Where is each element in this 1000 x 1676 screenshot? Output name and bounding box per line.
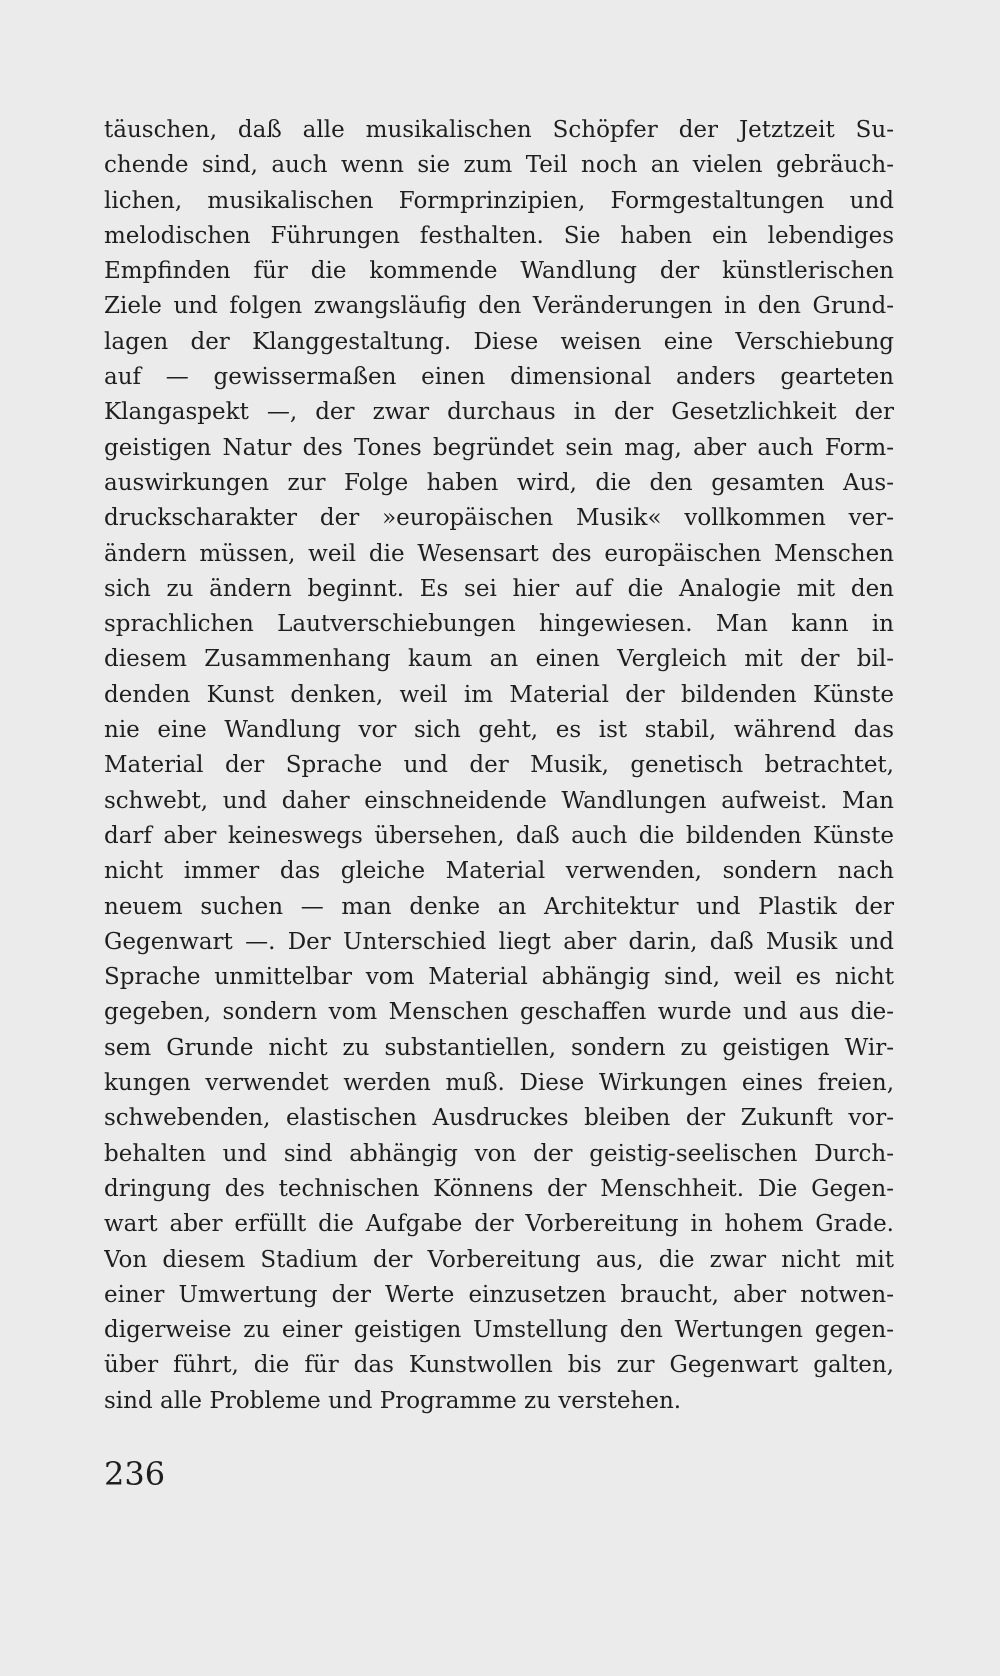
text-line: nie eine Wandlung vor sich geht, es ist stabil, während das (104, 717, 894, 744)
text-line: lagen der Klanggestaltung. Diese weisen eine Verschiebung (104, 328, 894, 355)
text-line: sind alle Probleme und Programme zu verstehen. (104, 1387, 682, 1414)
text-line: Klangaspekt —, der zwar durchaus in der Gesetzlichkeit der (104, 399, 894, 426)
text-line: schwebenden, elastischen Ausdruckes bleiben der Zukunft vor- (104, 1105, 894, 1132)
text-line: darf aber keineswegs übersehen, daß auch die bildenden Künste (104, 822, 894, 849)
text-line: Empfinden für die kommende Wandlung der künstlerischen (104, 258, 894, 285)
text-line: nicht immer das gleiche Material verwenden, sondern nach (104, 858, 894, 885)
text-line: wart aber erfüllt die Aufgabe der Vorbereitung in hohem Grade. (104, 1211, 894, 1238)
text-line: neuem suchen — man denke an Architektur und Plastik der (104, 893, 894, 920)
text-line: täuschen, daß alle musikalischen Schöpfer der Jetztzeit Su- (104, 117, 894, 143)
text-line: druckscharakter der »europäischen Musik« vollkommen ver- (104, 505, 894, 532)
text-line: dringung des technischen Könnens der Menschheit. Die Gegen- (104, 1175, 894, 1202)
page-number: 236 (104, 1455, 166, 1493)
text-line: Material der Sprache und der Musik, genetisch betrachtet, (104, 752, 894, 779)
text-line: geistigen Natur des Tones begründet sein mag, aber auch Form- (104, 434, 894, 461)
text-line: chende sind, auch wenn sie zum Teil noch an vielen gebräuch- (104, 152, 894, 179)
text-line: sprachlichen Lautverschiebungen hingewiesen. Man kann in (104, 611, 894, 638)
text-line: ändern müssen, weil die Wesensart des europäischen Menschen (104, 540, 894, 567)
text-line: auswirkungen zur Folge haben wird, die den gesamten Aus- (104, 469, 894, 496)
text-line: denden Kunst denken, weil im Material der bildenden Künste (104, 681, 894, 708)
text-line: auf — gewissermaßen einen dimensional anders gearteten (104, 364, 894, 391)
text-line: sem Grunde nicht zu substantiellen, sondern zu geistigen Wir- (104, 1034, 894, 1061)
text-line: gegeben, sondern vom Menschen geschaffen wurde und aus die- (104, 999, 894, 1026)
text-line: lichen, musikalischen Formprinzipien, Formgestaltungen und (104, 187, 894, 214)
text-line: melodischen Führungen festhalten. Sie haben ein lebendiges (104, 222, 894, 249)
text-line: diesem Zusammenhang kaum an einen Vergleich mit der bil- (104, 646, 894, 673)
text-line: Gegenwart —. Der Unterschied liegt aber darin, daß Musik und (104, 928, 894, 955)
body-text (104, 113, 894, 1419)
text-line: digerweise zu einer geistigen Umstellung den Wertungen gegen- (104, 1317, 894, 1344)
text-line: über führt, die für das Kunstwollen bis zur Gegenwart galten, (104, 1352, 894, 1379)
text-line: Sprache unmittelbar vom Material abhängig sind, weil es nicht (104, 964, 894, 991)
text-line: behalten und sind abhängig von der geistig-seelischen Durch- (104, 1140, 894, 1167)
text-line: Ziele und folgen zwangsläufig den Veränderungen in den Grund- (104, 293, 894, 320)
text-line: einer Umwertung der Werte einzusetzen braucht, aber notwen- (104, 1281, 894, 1308)
text-line: sich zu ändern beginnt. Es sei hier auf die Analogie mit den (104, 575, 894, 602)
text-line: schwebt, und daher einschneidende Wandlungen aufweist. Man (104, 787, 894, 814)
text-line: Von diesem Stadium der Vorbereitung aus, die zwar nicht mit (104, 1246, 894, 1273)
text-line: kungen verwendet werden muß. Diese Wirkungen eines freien, (104, 1070, 894, 1097)
